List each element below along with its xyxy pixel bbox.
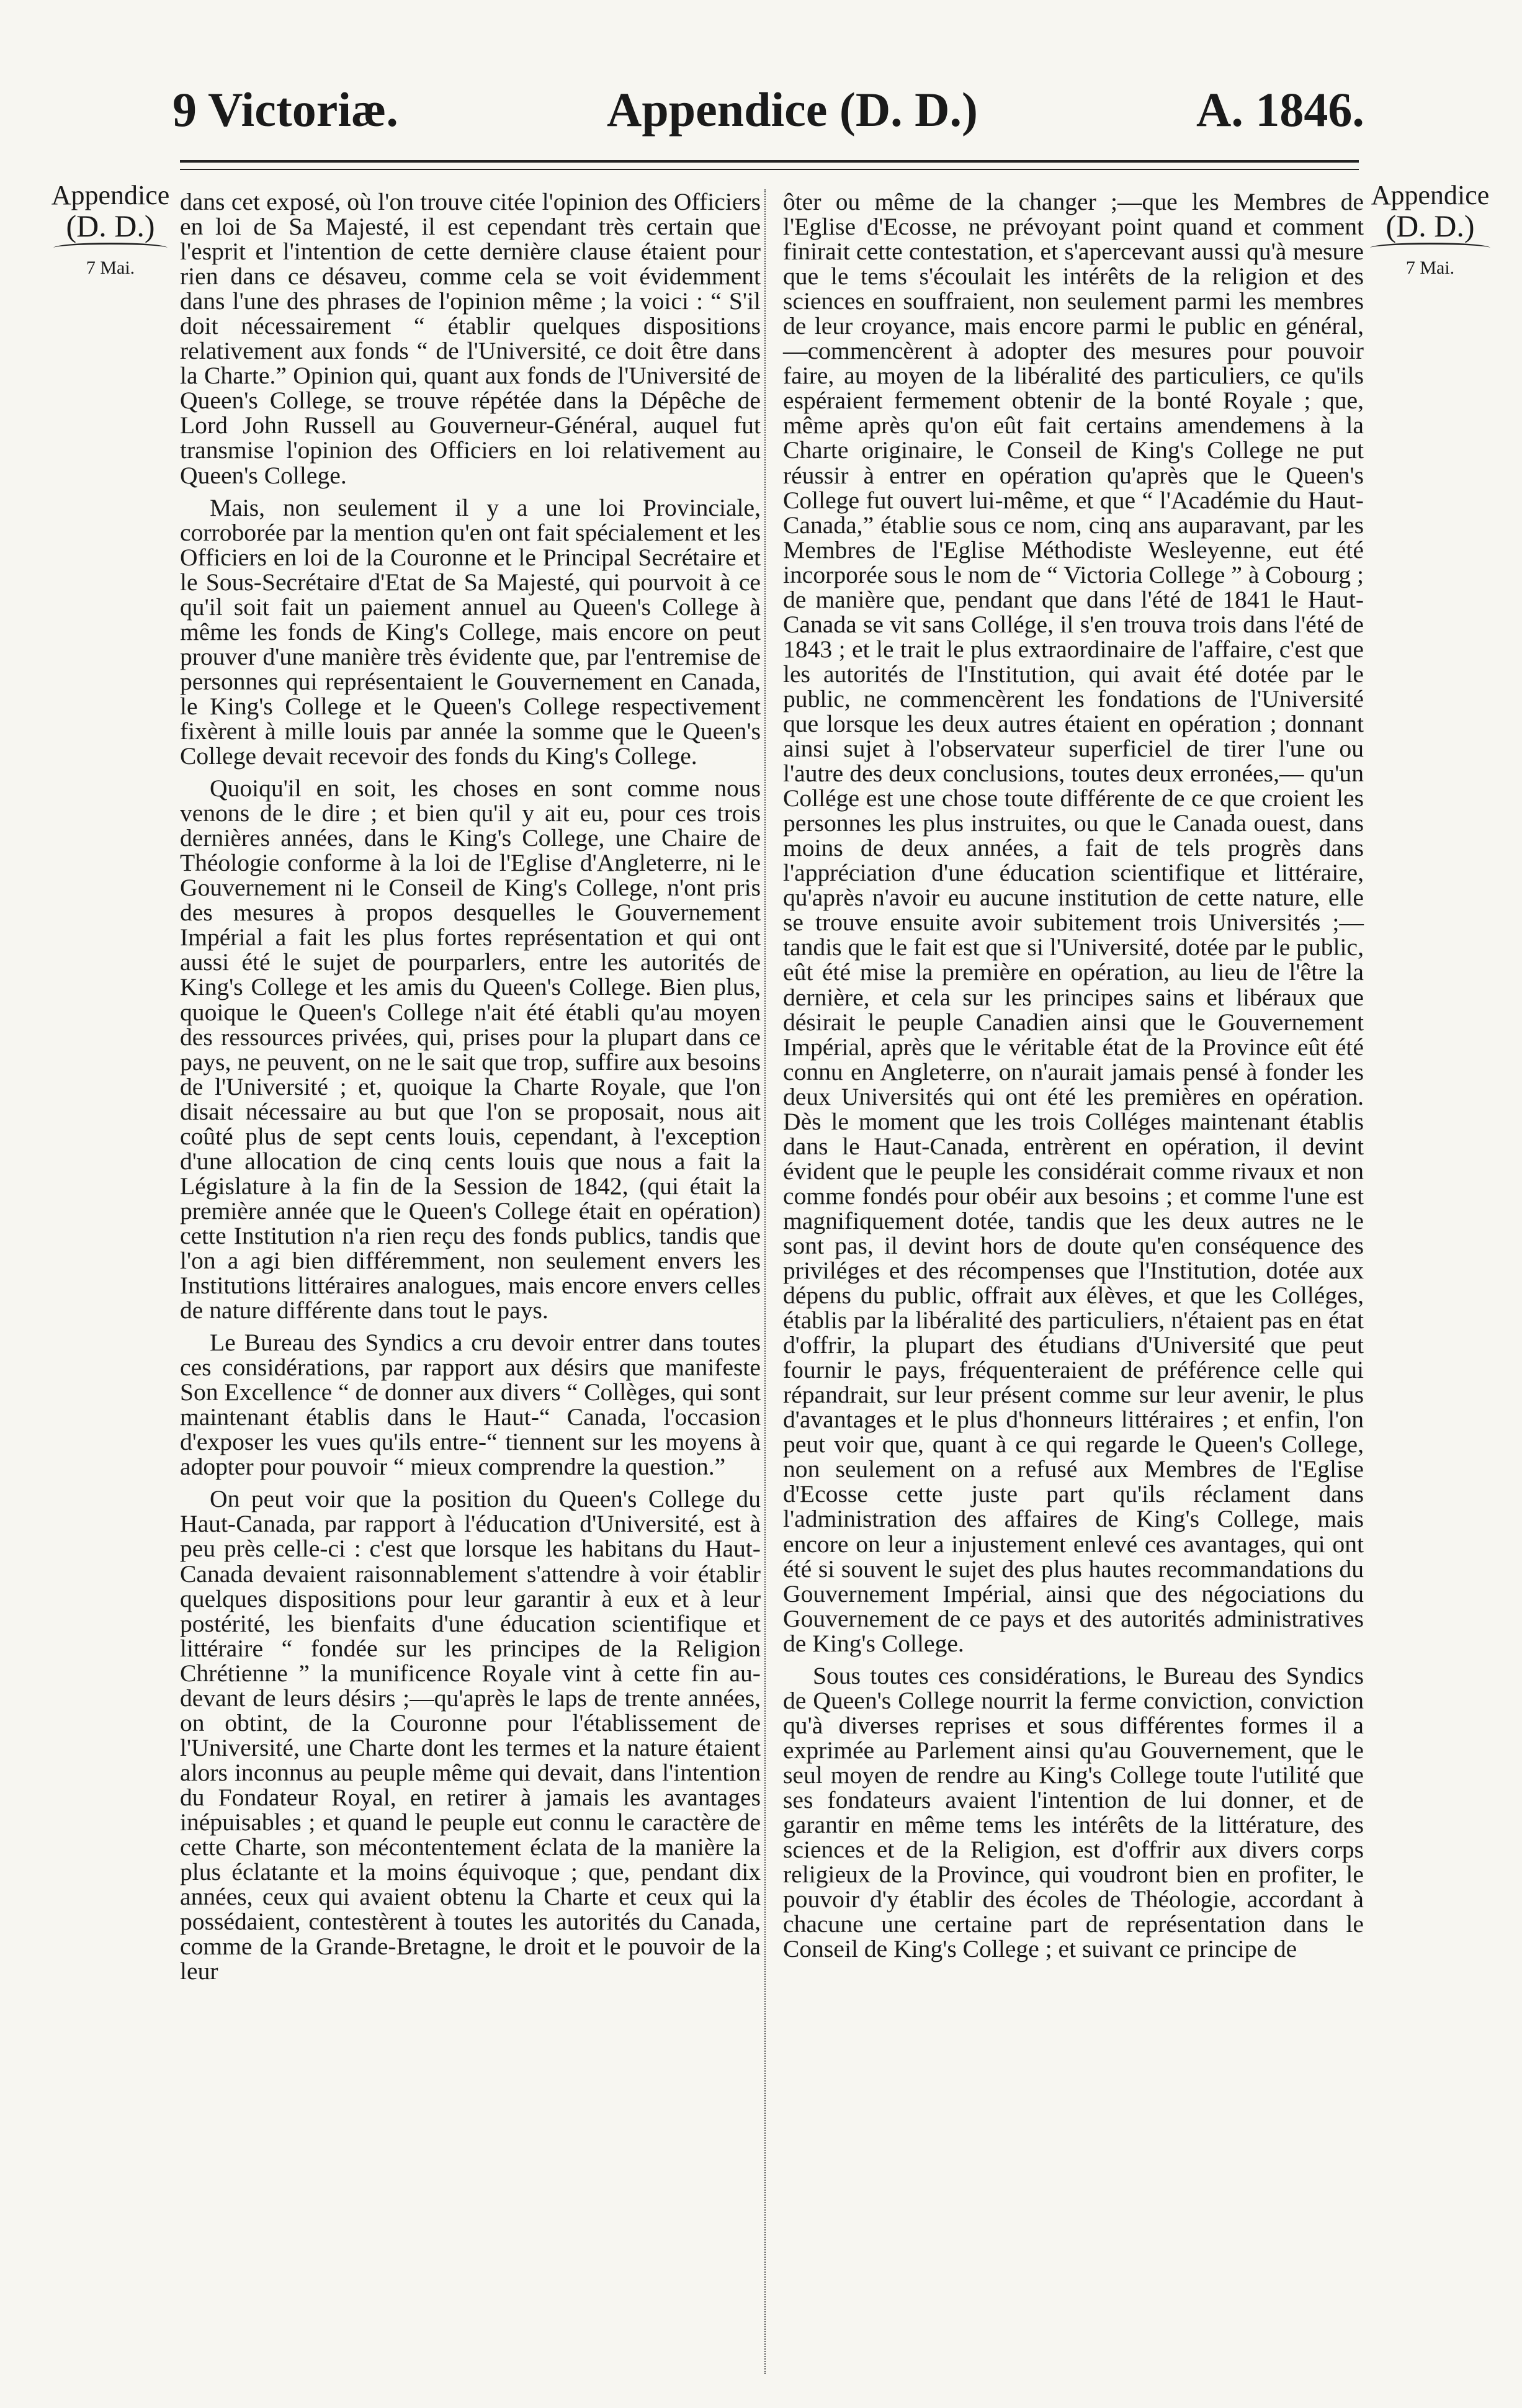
page-header	[0, 82, 1522, 150]
column-divider	[764, 189, 766, 2374]
margin-note-brace	[53, 243, 168, 253]
paragraph: On peut voir que la position du Queen's College du Haut-Canada, par rapport à l'éducation d'Université, est à peu près celle-ci : c'est que lorsque les habitans du Haut-Canada devaient raisonnablement s'attendre à voir établir quelques dispositions pour leur garantir à eux et à leur postérité, les bienfaits d'une éducation scientifique et littéraire “ fondée sur les principes de la Religion Chrétienne ” la munificence Royale vint à cette fin au-devant de leurs désirs ;—qu'après le laps de trente années, on obtint, de la Couronne pour l'établissement de l'Université, une Charte dont les termes et la nature étaient alors inconnus au peuple même qui devait, dans l'intention du Fondateur Royal, en retirer à jamais les avantages inépuisables ; et quand le peuple eut connu le caractère de cette Charte, son mécontentement éclata de la manière la plus éclatante et la moins équivoque ; que, pendant dix années, ceux qui avaient obtenu la Charte et ceux qui la possédaient, contestèrent à toutes les autorités du Canada, comme de la Grande-Bretagne, le droit et le pouvoir de la leur	[180, 1485, 761, 1985]
margin-note-brace	[1370, 243, 1490, 253]
margin-note-label: (D. D.)	[66, 209, 155, 244]
text-column-right	[783, 189, 1364, 1969]
paragraph: ôter ou même de la changer ;—que les Membres de l'Eglise d'Ecosse, ne prévoyant point quand et comment finirait cette contestation, et s'apercevant aussi qu'à mesure que le tems s'écoulait les intérêts de la religion et des sciences en souffraient, non seulement parmi les membres de leur croyance, mais encore parmi le public en général,—commencèrent à adopter des mesures pour pouvoir faire, au moyen de la libéralité des particuliers, ce qu'ils espéraient fermement obtenir de la bonté Royale ; que, même après qu'on eût fait certains amendemens à la Charte originaire, le Conseil de King's College ne put réussir à entrer en opération qu'après que le Queen's College fut ouvert lui-même, et que “ l'Académie du Haut-Canada,” établie sous ce nom, cinq ans auparavant, par les Membres de l'Eglise Méthodiste Wesleyenne, eut été incorporée sous le nom de “ Victoria College ” à Cobourg ; de manière que, pendant que dans l'été de 1841 le Haut-Canada se vit sans Collége, il s'en trouva trois dans l'été de 1843 ; et le trait le plus extraordinaire de l'affaire, c'est que les autorités de l'Institution, qui avait été dotée par le public, ne commencèrent les fondations de l'Université que lorsque les deux autres étaient en opération ; donnant ainsi sujet à l'observateur superficiel de tirer l'une ou l'autre des deux conclusions, toutes deux erronées,— qu'un Collége est une chose toute différente de ce que croient les personnes les plus instruites, ou que le Canada ouest, dans moins de deux années, a fait de tels progrès dans l'appréciation d'une éducation scientifique et littéraire, qu'après n'avoir eu aucune institution de cette nature, elle se trouve ensuite avoir subitement trois Universités ;—tandis que le fait est que si l'Université, dotée par le public, eût été mise la première en opération, au lieu de l'être la dernière, et cela sur les principes sains et libéraux que désirait le peuple Canadien ainsi que le Gouvernement Impérial, après que le véritable état de la Province eût été connu en Angleterre, on n'aurait jamais pensé à fonder les deux Universités qui ont été les premières en opération. Dès le moment que les trois Colléges maintenant établis dans le Haut-Canada, entrèrent en opération, il devint évident que le peuple les considérait comme rivaux et non comme fondés pour obéir aux besoins ; et comme l'une est magnifiquement dotée, tandis que les deux autres ne le sont pas, il devint hors de doute qu'en conséquence des priviléges et des récompenses que l'Institution, dotée aux dépens du public, offrait aux élèves, et que les Colléges, établis par la libéralité des particuliers, n'étaient pas en état d'offrir, la plupart des étudians d'Université que peut fournir le pays, fréquenteraient de préférence celle qui répandrait, sur leur présent comme sur leur avenir, le plus d'avantages et le plus d'honneurs littéraires ; et enfin, l'on peut voir que, quant à ce qui regarde le Queen's College, non seulement on a refusé aux Membres de l'Eglise d'Ecosse cette juste part qu'ils réclament dans l'administration des affaires de King's College, mais encore on leur a injustement enlevé ces avantages, qui ont été si souvent le sujet des plus hautes recommandations du Gouvernement Impérial, ainsi que des négociations du Gouvernement de ce pays et des autorités administratives de King's College.	[783, 188, 1364, 1657]
paragraph: Sous toutes ces considérations, le Bureau des Syndics de Queen's College nourrit la ferme conviction, conviction qu'à diverses reprises et sous différentes formes il a exprimée au Parlement ainsi qu'au Gouvernement, que le seul moyen de rendre au King's College toute l'utilité que ses fondateurs avaient l'intention de lui donner, et de garantir en même tems les intérêts de la littérature, des sciences et de la Religion, est d'offrir aux divers corps religieux de la Province, qui voudront bien en profiter, le pouvoir d'y établir des écoles de Théologie, accordant à chacune une certaine part de représentation dans le Conseil de King's College ; et suivant ce principe de	[783, 1661, 1364, 1963]
paragraph: Quoiqu'il en soit, les choses en sont comme nous venons de le dire ; et bien qu'il y ait eu, pour ces trois dernières années, dans le King's College, une Chaire de Théologie conforme à la loi de l'Eglise d'Angleterre, ni le Gouvernement ni le Conseil de King's College, n'ont pris des mesures à propos desquelles le Gouvernement Impérial a fait les plus fortes représentation et qui ont aussi été le sujet de pourparlers, entre les autorités de King's College et les amis du Queen's College. Bien plus, quoique le Queen's College n'ait été établi qu'au moyen des ressources privées, qui, prises pour la plupart dans ce pays, ne peuvent, on ne le sait que trop, suffire aux besoins de l'Université ; et, quoique la Charte Royale, que l'on disait nécessaire au but que l'on se proposait, nous ait coûté plus de sept cents louis, cependant, à l'exception d'une allocation de cinq cents louis que nous a fait la Législature à la fin de la Session de 1842, (qui était la première année que le Queen's College était en opération) cette Institution n'a rien reçu des fonds publics, tandis que l'on a agi bien différemment, non seulement envers les Institutions littéraires analogues, mais encore envers celles de nature différente dans tout le pays.	[180, 775, 761, 1324]
margin-note-label: (D. D.)	[1385, 209, 1475, 244]
paragraph: Mais, non seulement il y a une loi Provinciale, corroborée par la mention qu'en ont fait spécialement et les Officiers en loi de la Couronne et le Principal Secrétaire et le Sous-Secrétaire d'Etat de Sa Majesté, qui pourvoit à ce qu'il soit fait un paiement annuel au Queen's College à même les fonds de King's College, mais encore on peut prouver d'une manière très évidente que, par l'entremise de personnes qui représentaient le Gouvernement en Canada, le King's College et le Queen's College respectivement fixèrent à mille louis par année la somme que le Queen's College devait recevoir des fonds du King's College.	[180, 493, 761, 770]
header-regnal-year: 9 Victoriæ.	[172, 83, 398, 137]
margin-note-date: 7 Mai.	[1405, 257, 1455, 278]
text-column-left	[180, 189, 761, 1991]
paragraph: Le Bureau des Syndics a cru devoir entrer dans toutes ces considérations, par rapport aux désirs que manifeste Son Excellence “ de donner aux divers “ Collèges, qui sont maintenant établis dans le Haut-“ Canada, l'occasion d'exposer les vues qu'ils entre-“ tiennent sur les moyens à adopter pour pouvoir “ mieux comprendre la question.”	[180, 1329, 761, 1481]
margin-note-right	[1365, 181, 1495, 277]
margin-note-title: Appendice	[51, 180, 170, 210]
header-appendix-title: Appendice (D. D.)	[607, 83, 978, 137]
margin-note-left	[48, 181, 172, 277]
header-double-rule	[180, 160, 1359, 170]
margin-note-title: Appendice	[1371, 180, 1490, 210]
header-year: A. 1846.	[1196, 83, 1364, 137]
margin-note-date: 7 Mai.	[86, 257, 135, 278]
paragraph: dans cet exposé, où l'on trouve citée l'opinion des Officiers en loi de Sa Majesté, il est cependant très certain que l'esprit et l'intention de cette dernière clause étaient pour rien dans ce désaveu, comme cela se voit évidemment dans l'une des phrases de l'opinion même ; la voici : “ S'il doit nécessairement “ établir quelques dispositions relativement aux fonds “ de l'Université, ce doit être dans la Charte.” Opinion qui, quant aux fonds de l'Université de Queen's College, se trouve répétée dans la Dépêche de Lord John Russell au Gouverneur-Général, auquel fut transmise l'opinion des Officiers en loi relativement au Queen's College.	[180, 188, 761, 489]
